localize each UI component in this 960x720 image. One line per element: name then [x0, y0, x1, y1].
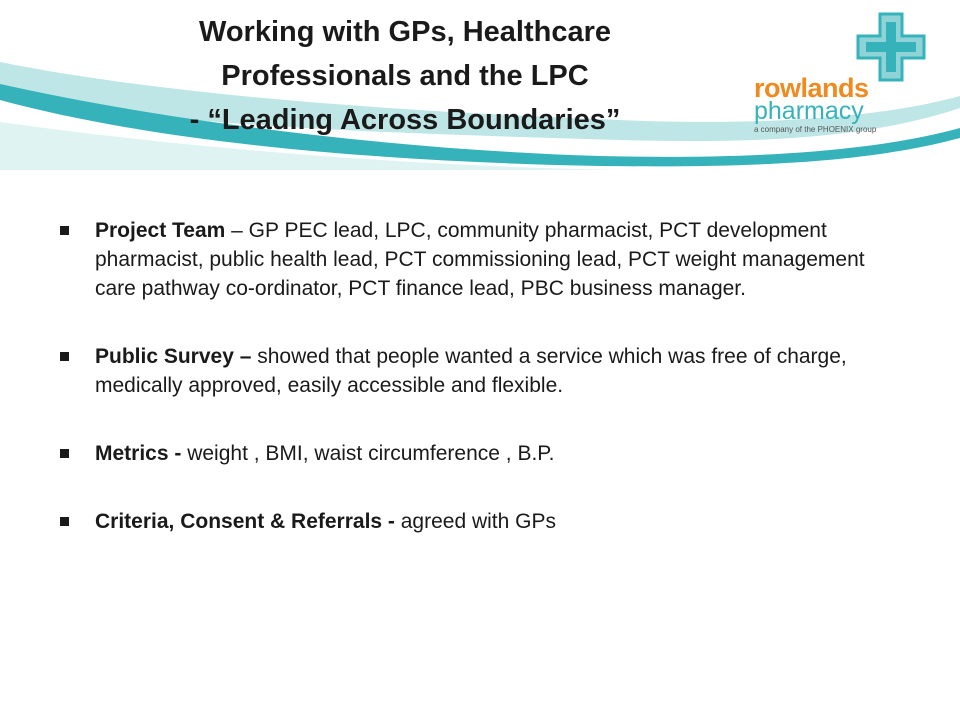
bullet-text: – GP PEC lead, LPC, community pharmacist, PCT development pharmacist, public health lead, PCT commissioning lead, PCT weight management care pathway co-ordinator, PCT finance lead, PBC business manager. [95, 219, 865, 300]
logo-tagline: a company of the PHOENIX group [754, 125, 877, 134]
pharmacy-cross-icon [856, 12, 926, 82]
rowlands-pharmacy-logo [740, 12, 940, 142]
bullet-heading: Criteria, Consent & Referrals - [95, 510, 395, 533]
square-bullet-icon [60, 352, 69, 361]
slide-title [80, 10, 730, 142]
bullet-list [60, 216, 900, 536]
bullet-text: weight , BMI, waist circumference , B.P. [181, 442, 555, 465]
bullet-metrics [60, 439, 900, 468]
square-bullet-icon [60, 517, 69, 526]
bullet-criteria [60, 507, 900, 536]
logo-brand-text: rowlands [754, 73, 869, 103]
bullet-heading: Metrics - [95, 442, 182, 465]
bullet-heading: Project Team [95, 219, 226, 242]
square-bullet-icon [60, 226, 69, 235]
bullet-public-survey [60, 342, 900, 400]
title-line-1: Working with GPs, Healthcare [198, 16, 611, 48]
title-line-2: Professionals and the LPC [221, 60, 589, 92]
logo-sub-text: pharmacy [754, 97, 864, 125]
square-bullet-icon [60, 449, 69, 458]
bullet-text: agreed with GPs [394, 510, 557, 533]
title-line-3: - “Leading Across Boundaries” [189, 104, 621, 136]
bullet-project-team [60, 216, 900, 303]
bullet-text: showed that people wanted a service which was free of charge, medically approved, easily accessible and flexible. [95, 345, 847, 397]
bullet-heading: Public Survey – [95, 345, 252, 368]
